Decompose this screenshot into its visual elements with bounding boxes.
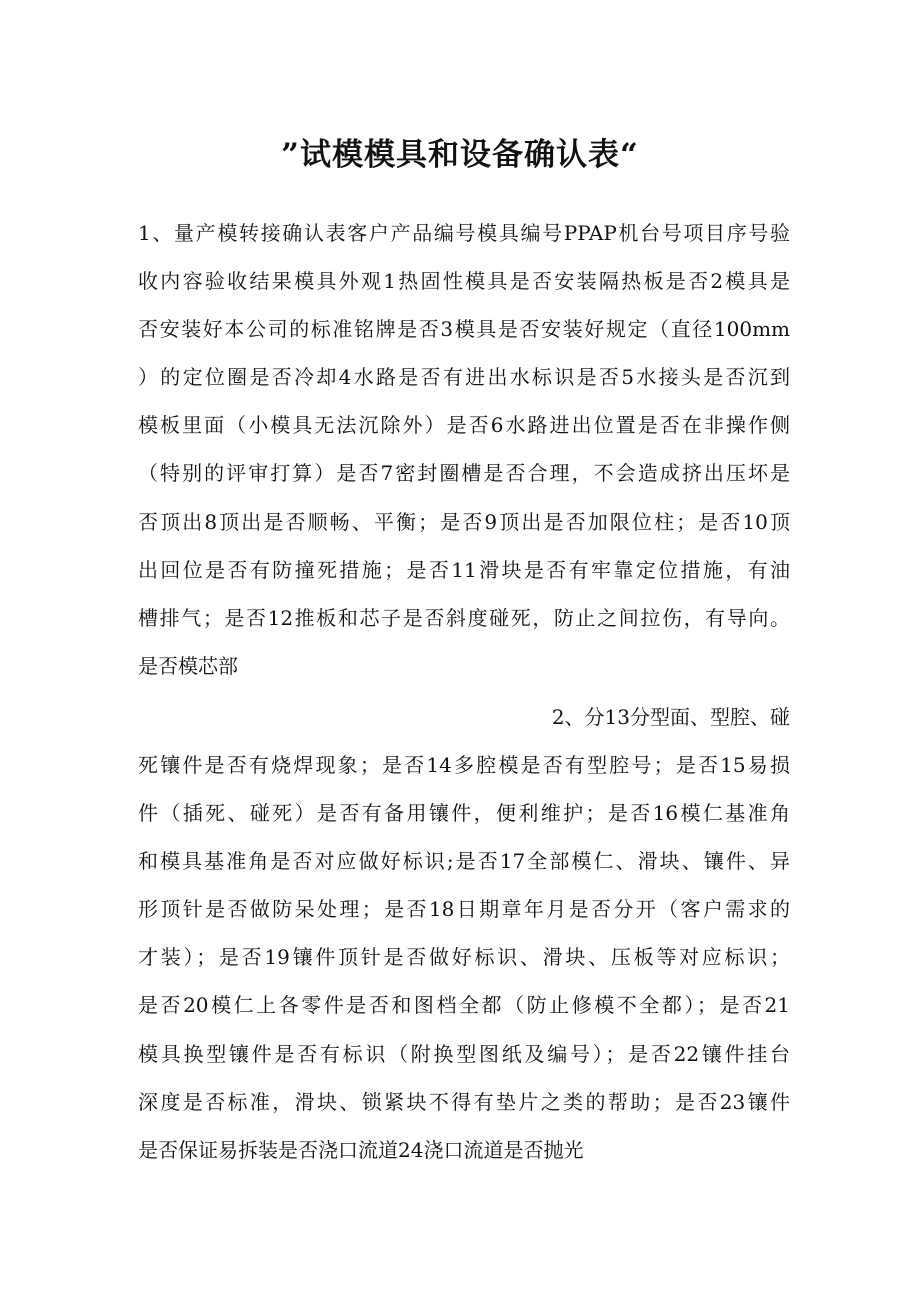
section1-line-7: 否顶出8顶出是否顺畅、平衡；是否9顶出是否加限位柱；是否10顶 — [138, 510, 790, 534]
section1-line-2: 收内容验收结果模具外观1热固性模具是否安装隔热板是否2模具是 — [138, 269, 790, 293]
section1-line-3: 否安装好本公司的标准铭牌是否3模具是否安装好规定（直径100mm — [138, 317, 790, 341]
section2-line-1: 死镶件是否有烧焊现象；是否14多腔模是否有型腔号；是否15易损 — [138, 753, 790, 777]
section1-line-10: 是否模芯部 — [138, 654, 238, 678]
section1-line-8: 出回位是否有防撞死措施；是否11滑块是否有牢靠定位措施，有油 — [138, 558, 790, 582]
section2-line-2: 件（插死、碰死）是否有备用镶件，便利维护；是否16模仁基准角 — [138, 801, 790, 825]
section2-line-8: 深度是否标准，滑块、锁紧块不得有垫片之类的帮助；是否23镶件 — [138, 1090, 790, 1114]
document-title: ”试模模具和设备确认表“ — [281, 137, 639, 173]
section2-line-4: 形顶针是否做防呆处理；是否18日期章年月是否分开（客户需求的 — [138, 897, 790, 921]
section1-line-6: （特别的评审打算）是否7密封圈槽是否合理，不会造成挤出压坏是 — [138, 461, 790, 485]
section2-line-5: 才装）；是否19镶件顶针是否做好标识、滑块、压板等对应标识； — [138, 945, 790, 969]
section1-line-9: 槽排气；是否12推板和芯子是否斜度碰死，防止之间拉伤，有导向。 — [138, 606, 790, 630]
section2-line-9: 是否保证易拆装是否浇口流道24浇口流道是否抛光 — [138, 1138, 584, 1162]
section2-heading: 2、分13分型面、型腔、碰 — [551, 705, 790, 729]
section1-line-1: 1、量产模转接确认表客户产品编号模具编号PPAP机台号项目序号验 — [138, 221, 790, 245]
section2-line-7: 模具换型镶件是否有标识（附换型图纸及编号）；是否22镶件挂台 — [138, 1042, 790, 1066]
section2-line-3: 和模具基准角是否对应做好标识;是否17全部模仁、滑块、镶件、异 — [138, 849, 790, 873]
section1-line-5: 模板里面（小模具无法沉除外）是否6水路进出位置是否在非操作侧 — [138, 413, 790, 437]
section2-line-6: 是否20模仁上各零件是否和图档全都（防止修模不全都）；是否21 — [138, 993, 790, 1017]
section1-line-4: ）的定位圈是否冷却4水路是否有进出水标识是否5水接头是否沉到 — [138, 365, 790, 389]
